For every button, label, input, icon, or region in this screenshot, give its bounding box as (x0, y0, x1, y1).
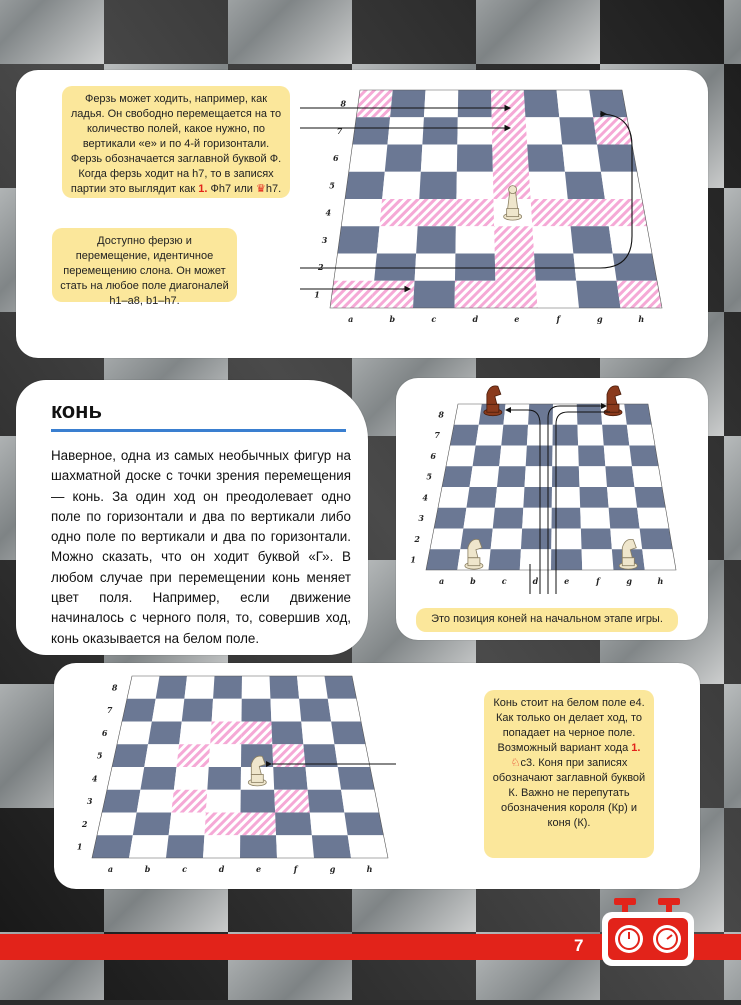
square-b7 (476, 425, 504, 446)
square-g3 (308, 790, 345, 813)
square-a5 (442, 466, 473, 487)
square-b3 (137, 790, 174, 813)
file-label: f (596, 576, 600, 586)
file-label: a (439, 576, 445, 586)
square-b4 (140, 767, 176, 790)
square-b5 (144, 744, 179, 767)
square-a7 (122, 699, 156, 722)
square-a2 (430, 529, 463, 550)
knight-description: Наверное, одна из самых необычных фигур на шахматной доске с точки зрения перемещения — конь. За один ход он преодолевает одно поле по горизонтали и два по вертикали либо одно поле по вертикали и два по горизонтали. Можно сказать, что он ходит буквой «Г». В любом случае при перемещении конь меняет цвет поля. Например, если движение начиналось с черного поля, то, совершив ход, конь оказывается на белом поле. (51, 448, 351, 646)
file-label: h (366, 864, 373, 874)
square-g5 (605, 466, 634, 487)
file-label: b (389, 314, 396, 324)
square-b4 (466, 487, 497, 508)
square-d8 (213, 676, 242, 699)
square-e6 (241, 722, 272, 745)
rank-label: 4 (325, 207, 332, 218)
square-h6 (629, 446, 658, 467)
square-h4 (635, 487, 666, 508)
rank-label: 1 (76, 841, 83, 852)
page-number: 7 (574, 936, 584, 955)
rank-label: 8 (111, 682, 118, 693)
square-d2 (521, 529, 552, 550)
square-f3 (274, 790, 310, 813)
square-b2 (133, 813, 171, 836)
square-h4 (605, 199, 647, 226)
square-f7 (577, 425, 603, 446)
rank-label: 5 (96, 750, 103, 761)
e4-move-number: 1. (631, 742, 641, 754)
square-g6 (604, 446, 632, 467)
square-g5 (565, 172, 605, 199)
square-e7 (242, 699, 272, 722)
square-d7 (457, 117, 492, 144)
file-label: h (638, 314, 645, 324)
square-d6 (457, 145, 493, 172)
rank-label: 7 (336, 125, 343, 136)
square-h8 (325, 676, 357, 699)
square-d1 (203, 835, 240, 858)
knight-start-caption (416, 608, 678, 632)
square-e6 (492, 145, 529, 172)
square-g7 (559, 117, 597, 144)
square-e7 (492, 117, 528, 144)
square-d4 (456, 199, 494, 226)
knight-piece (484, 386, 502, 416)
queen-move-tail-end: h7. (265, 183, 282, 195)
square-f1 (276, 835, 314, 858)
rank-label: 6 (430, 450, 436, 461)
square-f7 (525, 117, 562, 144)
square-f3 (580, 508, 610, 529)
square-h6 (331, 722, 365, 745)
square-a4 (438, 487, 470, 508)
square-b7 (152, 699, 185, 722)
square-c5 (177, 744, 211, 767)
square-h6 (597, 145, 637, 172)
rank-label: 3 (86, 796, 93, 807)
square-a2 (97, 813, 137, 836)
square-a7 (353, 117, 391, 144)
square-c6 (179, 722, 212, 745)
square-h7 (593, 117, 632, 144)
square-c8 (424, 90, 458, 117)
file-label: g (626, 576, 632, 586)
square-g6 (562, 145, 601, 172)
queen-move-text: Ферзь может ходить, например, как ладья. Он свободно перемещается на то количество полей, какое нужно, по вертикали «е» и по 4-й горизонтали. Ферзь обозначается заглавной буквой Ф. Когда ферзь ходит на h7, то в записях партии это выглядит как (70, 93, 282, 195)
square-g1 (576, 281, 620, 308)
e4-note-text-b: c3. Коня при записях обозначают заглавной буквой К. Важно не перепутать обозначения короля (Кр) и коня (К). (492, 757, 646, 829)
square-b5 (470, 466, 500, 487)
square-h2 (344, 813, 383, 836)
marble-tile (724, 0, 741, 64)
queen-move-tail: Фh7 или (210, 183, 253, 195)
square-f1 (536, 281, 579, 308)
square-h5 (601, 172, 642, 199)
rank-label: 8 (438, 409, 444, 420)
square-f8 (524, 90, 560, 117)
square-f4 (273, 767, 307, 790)
square-h2 (640, 529, 673, 550)
rank-label: 4 (422, 492, 428, 503)
rank-label: 6 (333, 153, 339, 164)
square-f1 (582, 549, 614, 570)
square-g4 (306, 767, 342, 790)
file-label: a (107, 864, 114, 874)
square-g4 (568, 199, 609, 226)
queen-diagonal-note (52, 228, 237, 307)
square-a7 (450, 425, 479, 446)
square-g7 (299, 699, 331, 722)
file-label: e (514, 314, 520, 324)
move-number: 1. (198, 183, 208, 195)
square-f8 (270, 676, 300, 699)
square-h5 (632, 466, 662, 487)
square-c6 (421, 145, 458, 172)
square-d8 (458, 90, 492, 117)
square-e1 (240, 835, 277, 858)
title-rule (51, 429, 346, 432)
square-f7 (270, 699, 301, 722)
file-label: f (293, 864, 298, 874)
rank-label: 2 (81, 818, 88, 829)
square-h7 (328, 699, 361, 722)
marble-tile (476, 0, 600, 64)
square-a6 (349, 145, 388, 172)
square-d6 (210, 722, 241, 745)
square-c3 (171, 790, 207, 813)
rank-label: 2 (318, 262, 324, 273)
queen-move-note (62, 86, 290, 198)
file-label: e (564, 576, 570, 586)
square-c3 (416, 226, 456, 253)
knight-title: конь (51, 398, 102, 423)
rank-label: 5 (329, 180, 335, 191)
chess-clock-icon (600, 896, 696, 968)
file-label: c (431, 314, 437, 324)
square-a4 (107, 767, 144, 790)
queen-diagonal-text: Доступно ферзю и перемещение, идентичное перемещению слона. Он может стать на любое поле диагоналей h1–a8, b1–h7. (60, 235, 229, 307)
square-c1 (413, 281, 455, 308)
square-e8 (491, 90, 525, 117)
square-b6 (473, 446, 502, 467)
square-c7 (182, 699, 213, 722)
square-b2 (374, 254, 416, 281)
square-h1 (642, 549, 676, 570)
file-label: d (472, 314, 479, 324)
square-g2 (310, 813, 348, 836)
square-f5 (579, 466, 607, 487)
rank-label: 2 (414, 533, 420, 544)
file-label: f (556, 314, 560, 324)
square-h3 (341, 790, 379, 813)
square-e3 (241, 790, 276, 813)
square-a6 (446, 446, 476, 467)
square-d3 (206, 790, 241, 813)
file-label: a (348, 314, 354, 324)
square-f6 (527, 145, 565, 172)
rank-label: 1 (410, 554, 416, 565)
square-d5 (456, 172, 493, 199)
rank-label: 7 (434, 430, 440, 441)
rank-label: 4 (91, 773, 98, 784)
rank-label: 1 (314, 289, 320, 300)
queen-board (300, 86, 700, 346)
square-d3 (522, 508, 552, 529)
e4-note-text-a: Конь стоит на белом поле e4. Как только он делает ход, то попадает на черное поле. Возможный вариант хода (493, 697, 645, 754)
square-f2 (275, 813, 312, 836)
marble-tile (724, 684, 741, 808)
rank-label: 3 (321, 234, 328, 245)
file-label: b (144, 864, 151, 874)
square-c1 (166, 835, 204, 858)
square-h3 (637, 508, 669, 529)
square-e2 (240, 813, 276, 836)
rank-label: 8 (340, 98, 347, 109)
square-h1 (348, 835, 388, 858)
square-c4 (174, 767, 209, 790)
square-g8 (297, 676, 328, 699)
square-e3 (494, 226, 534, 253)
square-h8 (589, 90, 627, 117)
square-f8 (577, 404, 602, 425)
rank-label: 5 (426, 471, 432, 482)
square-a3 (102, 790, 140, 813)
square-f3 (532, 226, 573, 253)
square-g7 (602, 425, 629, 446)
rank-label: 7 (106, 705, 113, 716)
square-f4 (580, 487, 609, 508)
square-f6 (578, 446, 605, 467)
square-d2 (204, 813, 240, 836)
square-f6 (271, 722, 303, 745)
square-a8 (356, 90, 393, 117)
file-label: d (218, 864, 225, 874)
square-h8 (624, 404, 651, 425)
square-a6 (117, 722, 152, 745)
marble-tile (724, 188, 741, 312)
square-c5 (419, 172, 457, 199)
rank-label: 3 (418, 513, 424, 524)
square-d1 (520, 549, 552, 570)
square-f4 (531, 199, 571, 226)
file-label: h (657, 576, 664, 586)
square-a8 (454, 404, 482, 425)
square-f2 (581, 529, 612, 550)
square-b7 (387, 117, 424, 144)
square-c1 (489, 549, 521, 570)
square-h7 (627, 425, 655, 446)
square-d3 (455, 226, 494, 253)
square-c5 (497, 466, 526, 487)
file-label: c (501, 576, 507, 586)
square-h4 (338, 767, 375, 790)
square-b3 (463, 508, 495, 529)
square-a1 (426, 549, 460, 570)
square-h1 (617, 281, 662, 308)
square-c8 (503, 404, 529, 425)
square-g8 (557, 90, 594, 117)
square-b8 (156, 676, 187, 699)
square-e8 (242, 676, 271, 699)
square-a3 (434, 508, 466, 529)
square-d8 (528, 404, 553, 425)
square-b8 (390, 90, 425, 117)
square-c6 (499, 446, 527, 467)
square-g1 (312, 835, 351, 858)
square-d7 (212, 699, 242, 722)
file-label: e (255, 864, 262, 874)
square-c7 (422, 117, 457, 144)
square-d4 (207, 767, 241, 790)
square-c8 (184, 676, 214, 699)
knight-piece (604, 386, 622, 416)
square-d5 (209, 744, 242, 767)
square-g4 (607, 487, 637, 508)
square-a1 (92, 835, 133, 858)
marble-tile (724, 436, 741, 560)
knight-icon: ♘ (510, 757, 521, 769)
square-c3 (493, 508, 524, 529)
square-a5 (112, 744, 148, 767)
file-label: g (596, 314, 603, 324)
square-f5 (529, 172, 568, 199)
square-c2 (169, 813, 206, 836)
marble-tile (228, 0, 352, 64)
file-label: b (470, 576, 476, 586)
square-g3 (609, 508, 640, 529)
square-b5 (382, 172, 421, 199)
square-e1 (495, 281, 537, 308)
square-a2 (334, 254, 377, 281)
square-d2 (455, 254, 495, 281)
square-c4 (495, 487, 525, 508)
queen-icon: ♛ (255, 183, 266, 195)
square-b6 (385, 145, 423, 172)
file-label: d (532, 576, 539, 586)
start-caption-text: Это позиция коней на начальном этапе игры. (431, 613, 663, 625)
square-h2 (613, 254, 657, 281)
square-d1 (455, 281, 497, 308)
file-label: c (182, 864, 187, 874)
square-b1 (372, 281, 415, 308)
square-b6 (148, 722, 182, 745)
square-c7 (501, 425, 528, 446)
square-a8 (127, 676, 160, 699)
rank-label: 6 (101, 727, 108, 738)
knight-start-board (410, 384, 702, 594)
file-label: g (329, 864, 336, 874)
square-b4 (379, 199, 419, 226)
square-c2 (491, 529, 523, 550)
square-a4 (341, 199, 382, 226)
square-b1 (129, 835, 169, 858)
marble-tile (0, 0, 104, 64)
square-b3 (377, 226, 418, 253)
square-a1 (330, 281, 374, 308)
square-a5 (345, 172, 385, 199)
square-a3 (338, 226, 380, 253)
square-c2 (415, 254, 456, 281)
knight-e4-note (484, 690, 654, 858)
square-c4 (418, 199, 457, 226)
square-f2 (534, 254, 576, 281)
square-g3 (571, 226, 613, 253)
knight-e4-board (76, 670, 396, 885)
square-g6 (301, 722, 334, 745)
square-e2 (495, 254, 536, 281)
